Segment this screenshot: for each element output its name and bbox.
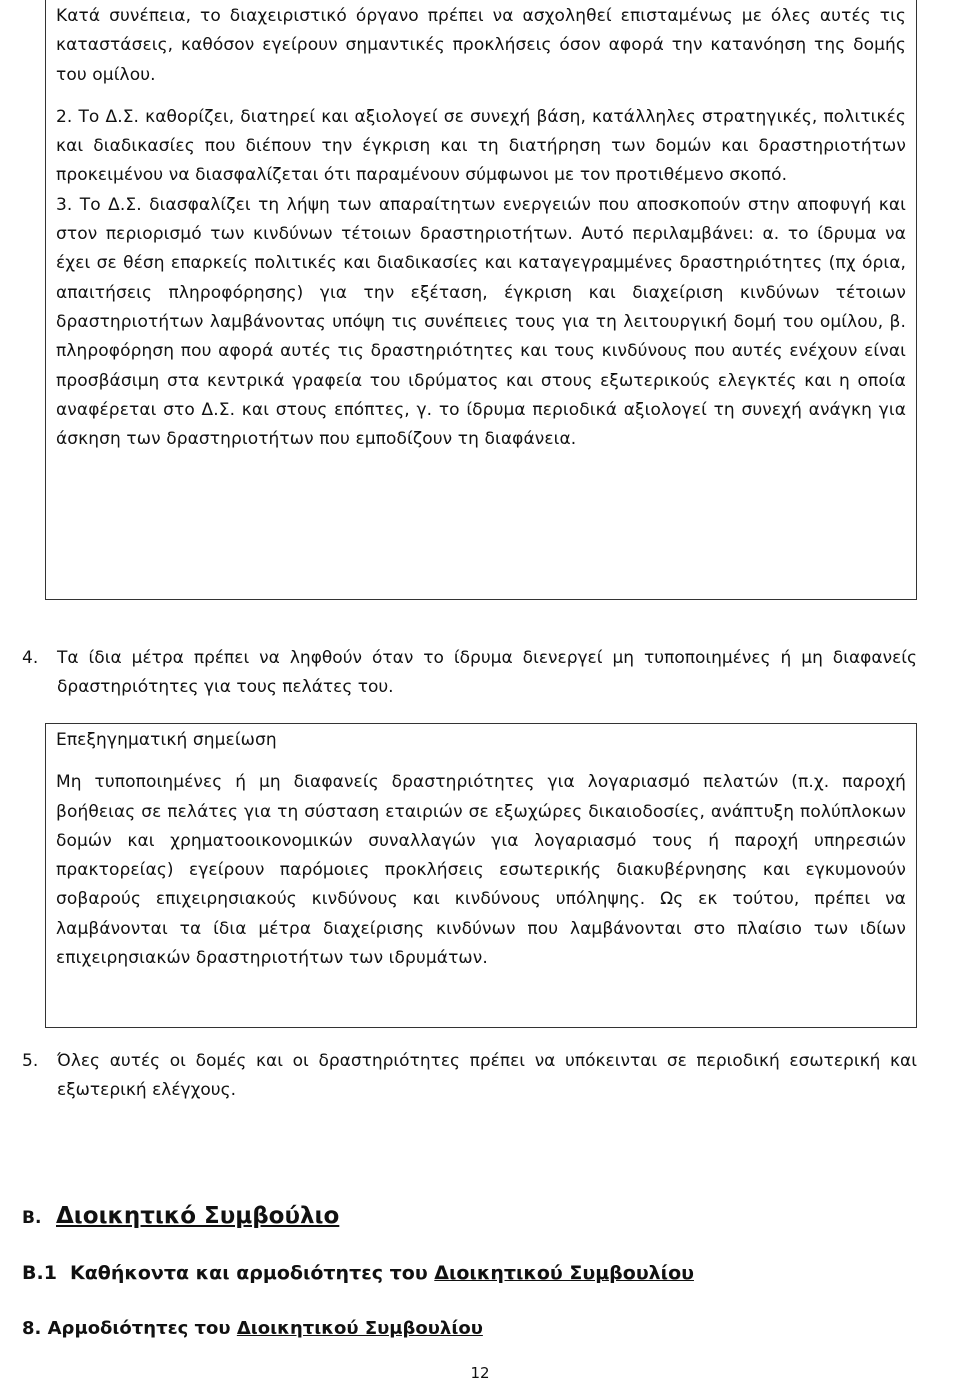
- section-b1-title: Διοικητικού Συμβουλίου: [434, 1262, 694, 1284]
- section-b-title: Διοικητικό Συμβούλιο: [56, 1203, 340, 1229]
- note-body: Μη τυποποιημένες ή μη διαφανείς δραστηριότητες για λογαριασμό πελατών (π.χ. παροχή βοήθειας σε πελάτες για τη σύσταση εταιριών σε εξωχώρες δικαιοδοσίες, ανάπτυξη πολύπλοκων δομών και χρηματοοικονομικών συναλλαγών για λογαριασμό τους ή παροχή υπηρεσιών πρακτορείας) εγείρουν παρόμοιες προκλήσεις εσωτερικής διακυβέρνησης και εγκυμονούν σοβαρούς επιχειρησιακούς κινδύνους και κινδύνους υπόληψης. Ως εκ τούτου, πρέπει να λαμβάνονται τα ίδια μέτρα διαχείρισης κινδύνων που λαμβάνονται στο πλαίσιο των ιδίων επιχειρησιακών δραστηριοτήτων των ιδρυμάτων.: [56, 772, 906, 969]
- explanatory-note-box: [45, 723, 917, 1028]
- boxed-section: [45, 0, 917, 600]
- item-2-paragraph: 2. Το Δ.Σ. καθορίζει, διατηρεί και αξιολογεί σε συνεχή βάση, κατάλληλες στρατηγικές, πολιτικές και διαδικασίες που διέπουν την έγκριση και τη διατήρηση των δομών και δραστηριοτήτων προκειμένου να διασφαλίζεται ότι παραμένουν σύμφωνοι με τον προτιθέμενο σκοπό.: [56, 106, 906, 186]
- section-heading-b1: [22, 1262, 694, 1284]
- item-5-text: Όλες αυτές οι δομές και οι δραστηριότητες πρέπει να υπόκεινται σε περιοδική εσωτερική και εξωτερική ελέγχους.: [57, 1051, 917, 1101]
- section-8-title: Διοικητικού Συμβουλίου: [236, 1318, 483, 1339]
- item-5-number: 5.: [22, 1051, 39, 1071]
- item-4: [22, 644, 917, 703]
- section-heading-8: [22, 1318, 483, 1339]
- item-4-number: 4.: [22, 648, 39, 668]
- item-4-text: Τα ίδια μέτρα πρέπει να ληφθούν όταν το ίδρυμα διενεργεί μη τυποποιημένες ή μη διαφανείς δραστηριότητες για τους πελάτες του.: [57, 648, 917, 698]
- item-3-paragraph: 3. Το Δ.Σ. διασφαλίζει τη λήψη των απαραίτητων ενεργειών που αποσκοπούν στην αποφυγή και στον περιορισμό των κινδύνων τέτοιων δραστηριοτήτων. Αυτό περιλαμβάνει: α. το ίδρυμα να έχει σε θέση επαρκείς πολιτικές και διαδικασίες και καταγεγραμμένες δραστηριότητες (πχ όρια, απαιτήσεις πληροφόρησης) για την εξέταση, έγκριση και διαχείριση κινδύνων τέτοιων δραστηριοτήτων λαμβάνοντας υπόψη τις συνέπειες τους για τη λειτουργική δομή του ομίλου, β. πληροφόρηση που αφορά αυτές τις δραστηριότητες και τους κινδύνους που αυτές ενέχουν είναι προσβάσιμη στα κεντρικά γραφεία του ιδρύματος και στους εξωτερικούς ελεγκτές και η οποία αναφέρεται στο Δ.Σ. και στους επόπτες, γ. το ίδρυμα περιοδικά αξιολογεί τη συνεχή ανάγκη για άσκηση των δραστηριοτήτων που εμποδίζουν τη διαφάνεια.: [56, 194, 906, 450]
- intro-paragraph: Κατά συνέπεια, το διαχειριστικό όργανο πρέπει να ασχοληθεί επισταμένως με όλες αυτές τις καταστάσεις, καθόσον εγείρουν σημαντικές προκλήσεις όσον αφορά την κατανόηση της δομής του ομίλου.: [56, 6, 906, 85]
- section-b1-prefix: Καθήκοντα και αρμοδιότητες του: [70, 1262, 435, 1284]
- section-8-prefix: 8. Αρμοδιότητες του: [22, 1318, 237, 1339]
- item-5: [22, 1047, 917, 1106]
- section-b1-label: B.1: [22, 1262, 57, 1284]
- note-title: Επεξηγηματική σημείωση: [56, 730, 277, 750]
- section-heading-b: [22, 1203, 339, 1229]
- page-number: 12: [470, 1364, 490, 1382]
- section-b-label: B.: [22, 1208, 42, 1228]
